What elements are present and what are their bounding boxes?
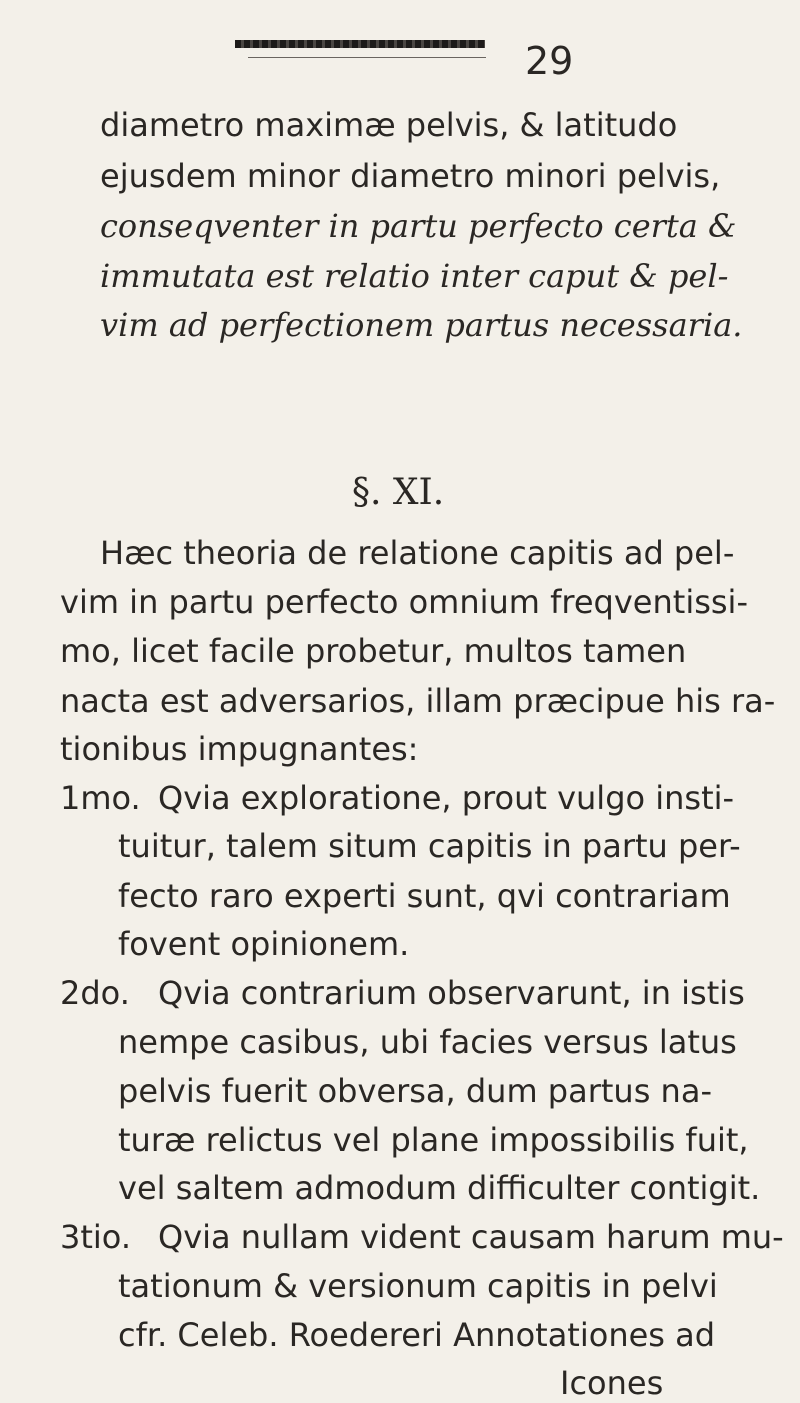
text-line: Hæc theoria de relatione capitis ad pel- [100, 534, 735, 573]
text-line: conseqventer in partu perfecto certa & [100, 206, 737, 245]
text-line: tationum & versionum capitis in pelvi [118, 1267, 718, 1306]
text-line: tionibus impugnantes: [60, 730, 419, 769]
text-line: fecto raro experti sunt, qvi contrariam [118, 876, 731, 915]
item-marker: 2do. [60, 973, 130, 1012]
text-line: pelvis fuerit obversa, dum partus na- [118, 1071, 712, 1110]
text-line: cfr. Celeb. Roedereri Annotationes ad [118, 1315, 716, 1354]
text-line: mo, licet facile probetur, multos tamen [60, 632, 687, 671]
text-line: Qvia exploratione, prout vulgo insti- [158, 778, 735, 817]
text-line: vim in partu perfecto omnium freqventissi- [60, 582, 748, 621]
text-line: ejusdem minor diametro minori pelvis, [100, 156, 721, 195]
item-marker: 3tio. [60, 1217, 131, 1256]
text-line: immutata est relatio inter caput & pel- [100, 257, 729, 296]
text-line: tuitur, talem situm capitis in partu per- [118, 827, 741, 866]
header-ornament-rule [235, 40, 485, 48]
page-number: 29 [525, 39, 574, 84]
text-line: nempe casibus, ubi facies versus latus [118, 1023, 737, 1062]
text-line: Qvia contrarium observarunt, in istis [158, 973, 745, 1012]
text-line: diametro maximæ pelvis, & latitudo [100, 106, 678, 145]
catchword: Icones [560, 1364, 664, 1403]
text-line: vel saltem admodum difficulter contigit. [118, 1169, 761, 1208]
text-line: vim ad perfectionem partus necessaria. [100, 305, 743, 344]
text-line: Qvia nullam vident causam harum mu- [158, 1217, 784, 1256]
item-marker: 1mo. [60, 778, 141, 817]
text-line: nacta est adversarios, illam præcipue his ra- [60, 681, 776, 720]
text-line: turæ relictus vel plane impossibilis fuit, [118, 1120, 749, 1159]
header-thin-rule [248, 57, 486, 58]
text-line: fovent opinionem. [118, 925, 410, 964]
section-heading: §. XI. [352, 472, 445, 514]
